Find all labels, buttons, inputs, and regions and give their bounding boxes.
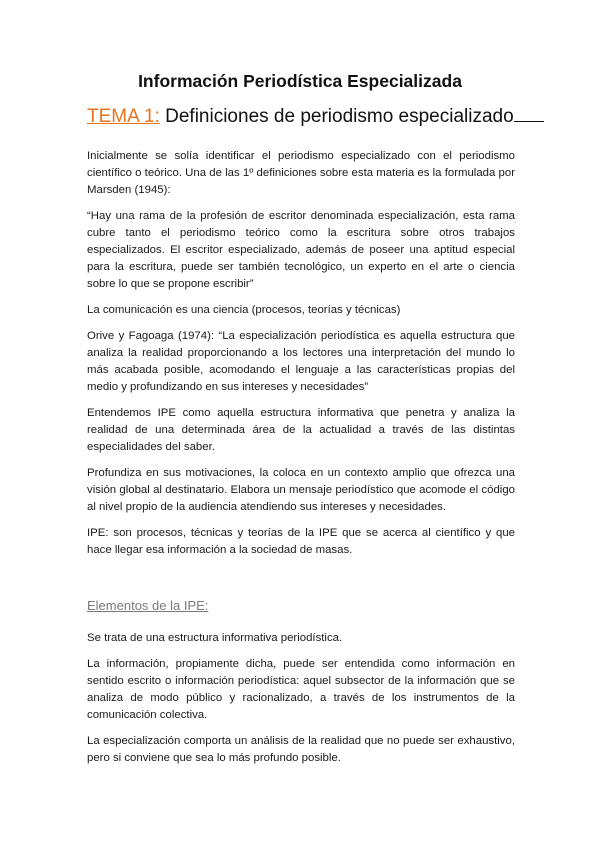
document-title: Información Periodística Especializada [138, 71, 462, 91]
heading-underline-rule [514, 120, 544, 122]
topic-heading [87, 106, 544, 128]
section-body [87, 630, 515, 776]
paragraph: La información, propiamente dicha, puede ser entendida como información en sentido escrito o información periodística: aquel subsector de la información que se analiza de modo público y racionalizado, a través de los instrumentos de la comunicación colectiva. [87, 658, 515, 721]
section-heading: Elementos de la IPE: [87, 598, 209, 613]
paragraph: Se trata de una estructura informativa periodística. [87, 632, 343, 644]
paragraph: La especialización comporta un análisis de la realidad que no puede ser exhaustivo, pero si conviene que sea lo más profundo posible. [87, 735, 515, 764]
intro-body [87, 148, 515, 568]
paragraph: Orive y Fagoaga (1974): “La especialización periodística es aquella estructura que analiza la realidad proporcionando a los lectores una interpretación del mundo lo más acabada posible, acomodando el lenguaje a las características propias del medio y profundizando en sus intereses y necesidades” [87, 330, 515, 393]
paragraph: Profundiza en sus motivaciones, la coloca en un contexto amplio que ofrezca una visión global al destinatario. Elabora un mensaje periodístico que acomode el código al nivel propio de la audiencia atendiendo sus intereses y necesidades. [87, 467, 515, 513]
paragraph: La comunicación es una ciencia (procesos, teorías y técnicas) [87, 304, 401, 316]
paragraph: Inicialmente se solía identificar el periodismo especializado con el periodismo científico o teórico. Una de las 1º definiciones sobre esta materia es la formulada por Marsden (1945): [87, 150, 515, 196]
paragraph: IPE: son procesos, técnicas y teorías de la IPE que se acerca al científico y que hace llegar esa información a la sociedad de masas. [87, 527, 515, 556]
paragraph: Entendemos IPE como aquella estructura informativa que penetra y analiza la realidad de una determinada área de la actualidad a través de las distintas especialidades del saber. [87, 407, 515, 453]
topic-label: TEMA 1: [87, 106, 160, 127]
paragraph: “Hay una rama de la profesión de escritor denominada especialización, esta rama cubre tanto el periodismo teórico como la escritura sobre otros trabajos especializados. El escritor especializado, además de poseer una aptitud especial para la escritura, puede ser también tecnológico, un experto en el arte o ciencia sobre lo que se propone escribir” [87, 210, 515, 290]
topic-title: Definiciones de periodismo especializado [159, 106, 514, 127]
